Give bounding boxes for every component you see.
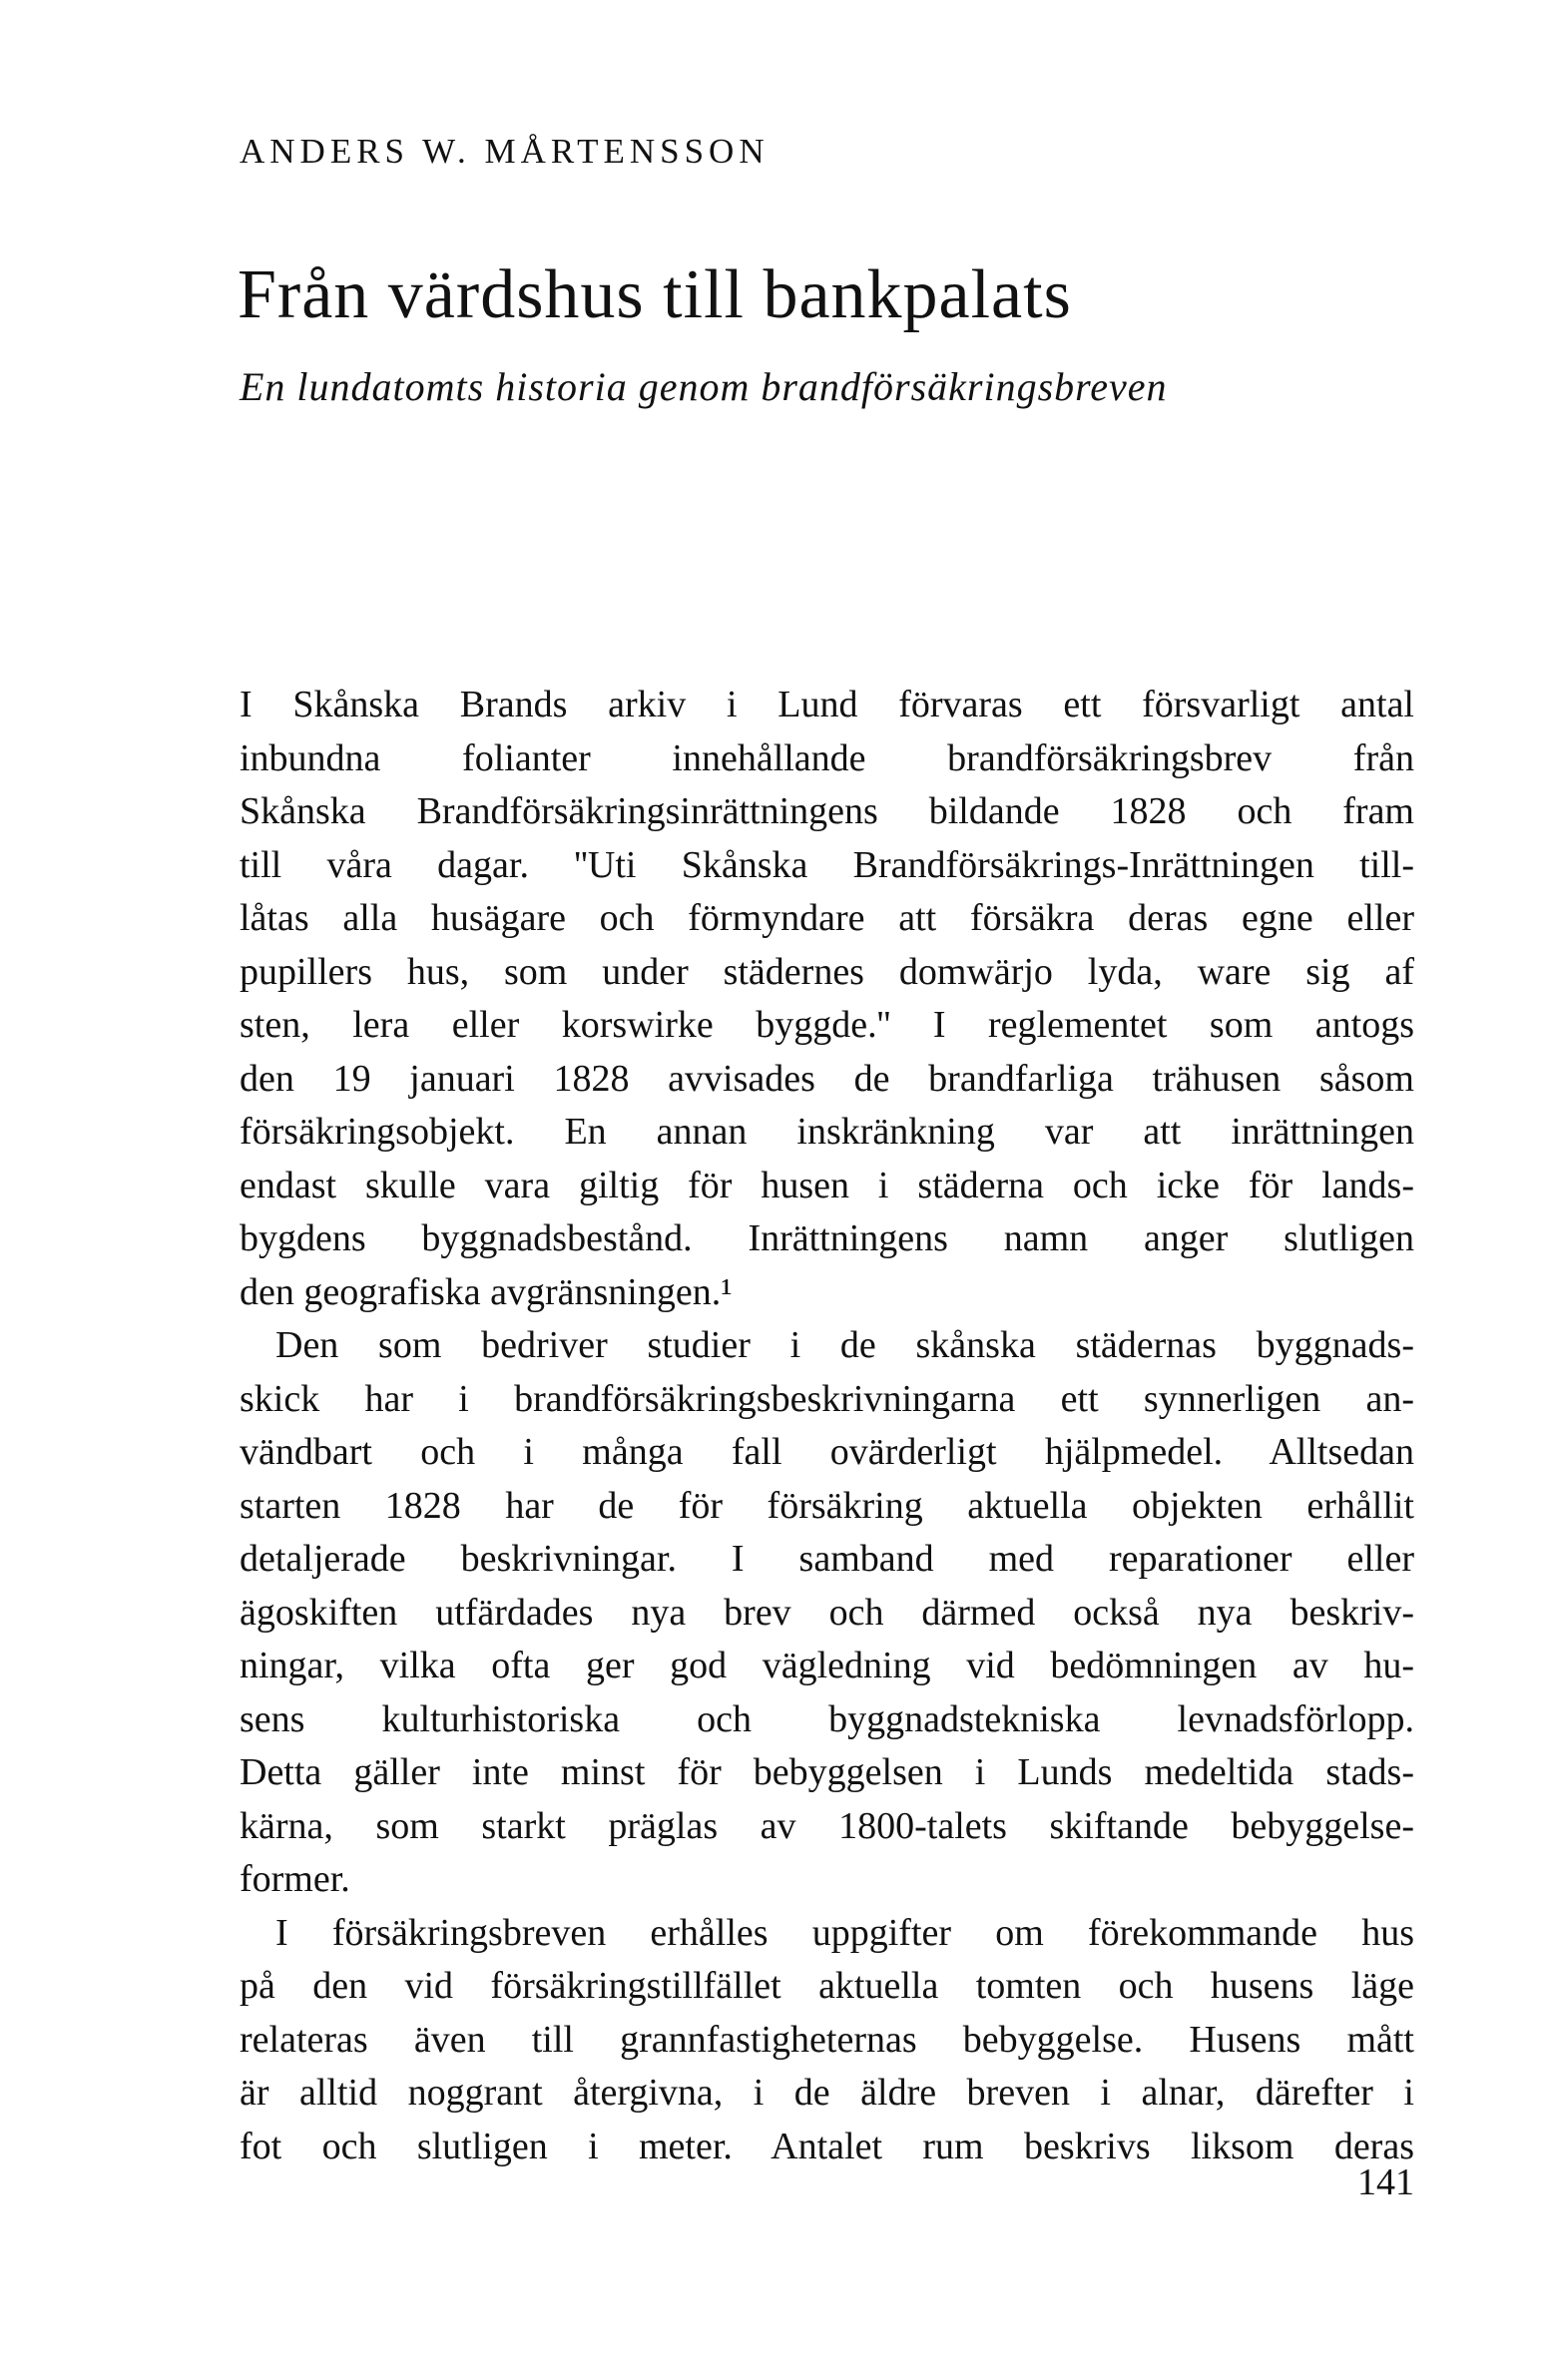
body-line: sens kulturhistoriska och byggnadstekniska levnadsförlopp. bbox=[240, 1697, 1414, 1740]
body-line: sten, lera eller korswirke byggde.'' I reglementet som antogs bbox=[240, 1004, 1414, 1046]
body-line: I Skånska Brands arkiv i Lund förvaras ett försvarligt antal bbox=[240, 684, 1414, 725]
author-name: ANDERS W. MÅRTENSSON bbox=[240, 132, 770, 171]
body-line: Skånska Brandförsäkringsinrättningens bildande 1828 och fram bbox=[240, 790, 1414, 832]
body-line: den geografiska avgränsningen.¹ bbox=[240, 1270, 733, 1313]
article-subtitle: En lundatomts historia genom brandförsäkringsbreven bbox=[240, 364, 1168, 409]
body-line: ägoskiften utfärdades nya brev och därmed också nya beskriv- bbox=[240, 1591, 1414, 1634]
body-line: försäkringsobjekt. En annan inskränkning var att inrättningen bbox=[240, 1111, 1414, 1153]
body-line: relateras även till grannfastigheternas bebyggelse. Husens mått bbox=[240, 2018, 1414, 2061]
page-number: 141 bbox=[1357, 2161, 1414, 2203]
article-title: Från värdshus till bankpalats bbox=[238, 256, 1072, 333]
body-line: kärna, som starkt präglas av 1800-talets skiftande bebyggelse- bbox=[240, 1804, 1414, 1847]
body-line: till våra dagar. ''Uti Skånska Brandförsäkrings-Inrättningen till- bbox=[240, 843, 1414, 886]
body-line: fot och slutligen i meter. Antalet rum beskrivs liksom deras bbox=[240, 2125, 1414, 2167]
article-body bbox=[240, 679, 1414, 2173]
body-line: bygdens byggnadsbestånd. Inrättningens namn anger slutligen bbox=[240, 1217, 1414, 1259]
body-line: inbundna folianter innehållande brandförsäkringsbrev från bbox=[240, 736, 1414, 779]
body-line: pupillers hus, som under städernes domwärjo lyda, ware sig af bbox=[240, 950, 1414, 993]
body-line: låtas alla husägare och förmyndare att försäkra deras egne eller bbox=[240, 897, 1414, 939]
body-line: skick har i brandförsäkringsbeskrivningarna ett synnerligen an- bbox=[240, 1377, 1414, 1420]
body-line: detaljerade beskrivningar. I samband med reparationer eller bbox=[240, 1538, 1414, 1580]
body-line: Detta gäller inte minst för bebyggelsen i Lunds medeltida stads- bbox=[240, 1751, 1414, 1793]
body-line: I försäkringsbreven erhålles uppgifter om förekommande hus bbox=[275, 1911, 1414, 1954]
body-line: vändbart och i många fall ovärderligt hjälpmedel. Alltsedan bbox=[240, 1431, 1414, 1473]
body-line: ningar, vilka ofta ger god vägledning vid bedömningen av hu- bbox=[240, 1645, 1414, 1686]
body-line: Den som bedriver studier i de skånska städernas byggnads- bbox=[275, 1324, 1414, 1366]
body-line: endast skulle vara giltig för husen i städerna och icke för lands- bbox=[240, 1164, 1414, 1206]
body-line: är alltid noggrant återgivna, i de äldre breven i alnar, därefter i bbox=[240, 2072, 1414, 2114]
body-line: starten 1828 har de för försäkring aktuella objekten erhållit bbox=[240, 1484, 1414, 1527]
body-line: på den vid försäkringstillfället aktuella tomten och husens läge bbox=[240, 1965, 1414, 2007]
body-line: den 19 januari 1828 avvisades de brandfarliga trähusen såsom bbox=[240, 1057, 1414, 1100]
body-line: former. bbox=[240, 1858, 350, 1900]
